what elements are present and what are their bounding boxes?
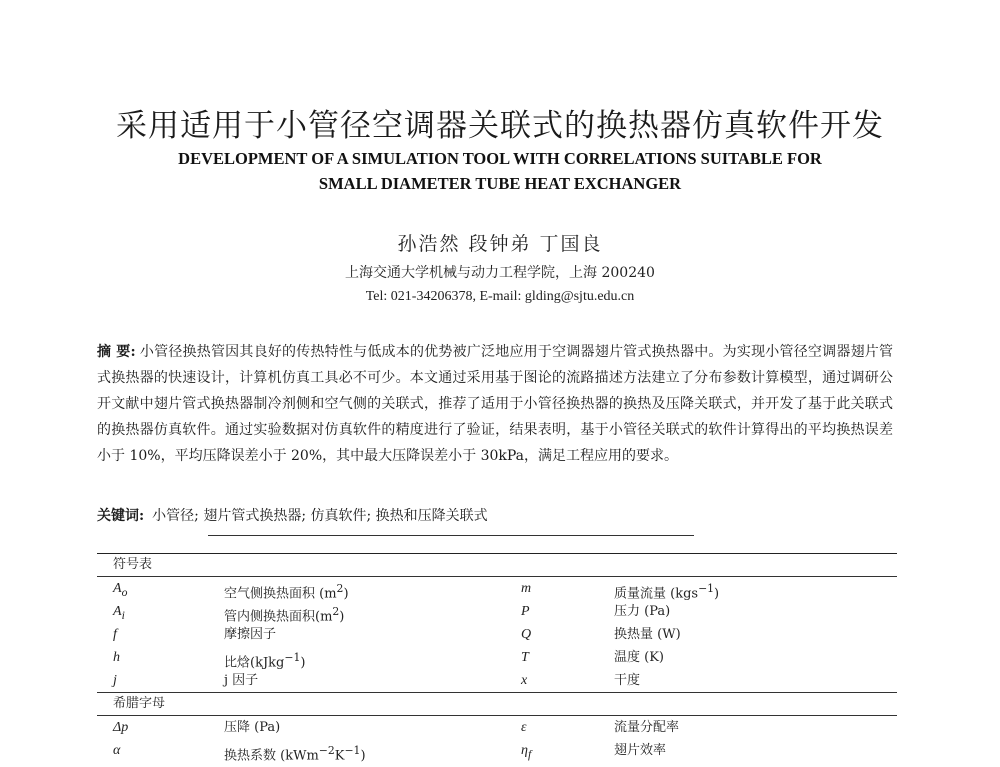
authors: 孙浩然 段钟弟 丁国良: [397, 233, 603, 255]
affiliation: 上海交通大学机械与动力工程学院，上海 200240: [345, 265, 655, 281]
symbol-description: 压力 (Pa): [614, 604, 671, 619]
symbol: Δp: [113, 720, 129, 735]
symbol-description: 干度: [614, 673, 641, 688]
symbol-description: 换热量 (W): [614, 627, 681, 642]
symbol: $A_i$: [113, 604, 125, 622]
nomenclature-row: [97, 669, 897, 692]
nomenclature-row: [97, 623, 897, 646]
keywords: [97, 505, 893, 527]
nomenclature-row: [97, 646, 897, 669]
symbol: m: [521, 581, 532, 596]
symbol: $A_o$: [113, 581, 128, 599]
symbol-description: 摩擦因子: [224, 627, 277, 642]
symbol-description: 压降 (Pa): [224, 720, 281, 735]
symbol-description: 换热系数 $(kWm^{-2}K^{-1})$: [224, 744, 366, 764]
title-chinese: 采用适用于小管径空调器关联式的换热器仿真软件开发: [116, 108, 884, 144]
abstract-text: 小管径换热管因其良好的传热特性与低成本的优势被广泛地应用于空调器翅片管式换热器中。为实现小管径空调器翅片管式换热器的快速设计，计算机仿真工具必不可少。本文通过采用基于图论的流路描述方法建立了分布参数计算模型，通过调研公开文献中翅片管式换热器制冷剂侧和空气侧的关联式，推荐了适用于小管径换热器的换热及压降关联式，并开发了基于此关联式的换热器仿真软件。通过实验数据对仿真软件的精度进行了验证，结果表明，基于小管径关联式的软件计算得出的平均换热误差小于 10%，平均压降误差小于 20%，其中最大压降误差小于 30kPa，满足工程应用的要求。: [97, 344, 893, 464]
symbol: $\eta_f$: [521, 743, 532, 761]
symbol: P: [521, 604, 530, 619]
symbol-description: 质量流量 (kgs$^{-1}$): [614, 582, 720, 602]
greek-letters-header: 希腊字母: [97, 692, 897, 716]
symbol: Q: [521, 627, 532, 642]
nomenclature-rows: [97, 577, 897, 692]
keywords-label: 关键词:: [97, 508, 145, 524]
nomenclature-row: [97, 716, 897, 739]
title-english-line-1: DEVELOPMENT OF A SIMULATION TOOL WITH CORRELATIONS SUITABLE FOR: [178, 149, 822, 168]
symbol: α: [113, 743, 121, 758]
symbol-description: 温度 (K): [614, 650, 664, 665]
symbol-description: 空气侧换热面积 $(m^2)$: [224, 582, 349, 602]
symbol-description: 管内侧换热面积$(m^2)$: [224, 605, 345, 625]
contact-info: Tel: 021-34206378, E-mail: glding@sjtu.edu.cn: [365, 289, 635, 304]
symbol: x: [521, 673, 528, 688]
nomenclature-row: [97, 600, 897, 623]
symbol: h: [113, 650, 120, 665]
symbol: ε: [521, 720, 527, 735]
greek-letter-rows: [97, 716, 897, 762]
symbol-description: 翅片效率: [614, 743, 667, 758]
nomenclature-header: 符号表: [97, 554, 897, 577]
nomenclature-row: [97, 739, 897, 762]
abstract: [97, 339, 893, 469]
title-english: [0, 146, 1000, 196]
nomenclature-table: [97, 553, 897, 762]
symbol: f: [113, 627, 117, 642]
symbol-description: 比焓(kJkg$^{-1}$): [224, 651, 306, 671]
symbol-description: 流量分配率: [614, 720, 680, 735]
symbol: T: [521, 650, 529, 665]
section-divider: [208, 535, 694, 536]
nomenclature-row: [97, 577, 897, 600]
keywords-text: 小管径; 翅片管式换热器; 仿真软件; 换热和压降关联式: [152, 508, 488, 524]
abstract-label: 摘 要:: [97, 344, 136, 360]
symbol-description: j 因子: [224, 673, 259, 688]
symbol: j: [113, 673, 117, 688]
title-english-line-2: SMALL DIAMETER TUBE HEAT EXCHANGER: [318, 174, 682, 193]
